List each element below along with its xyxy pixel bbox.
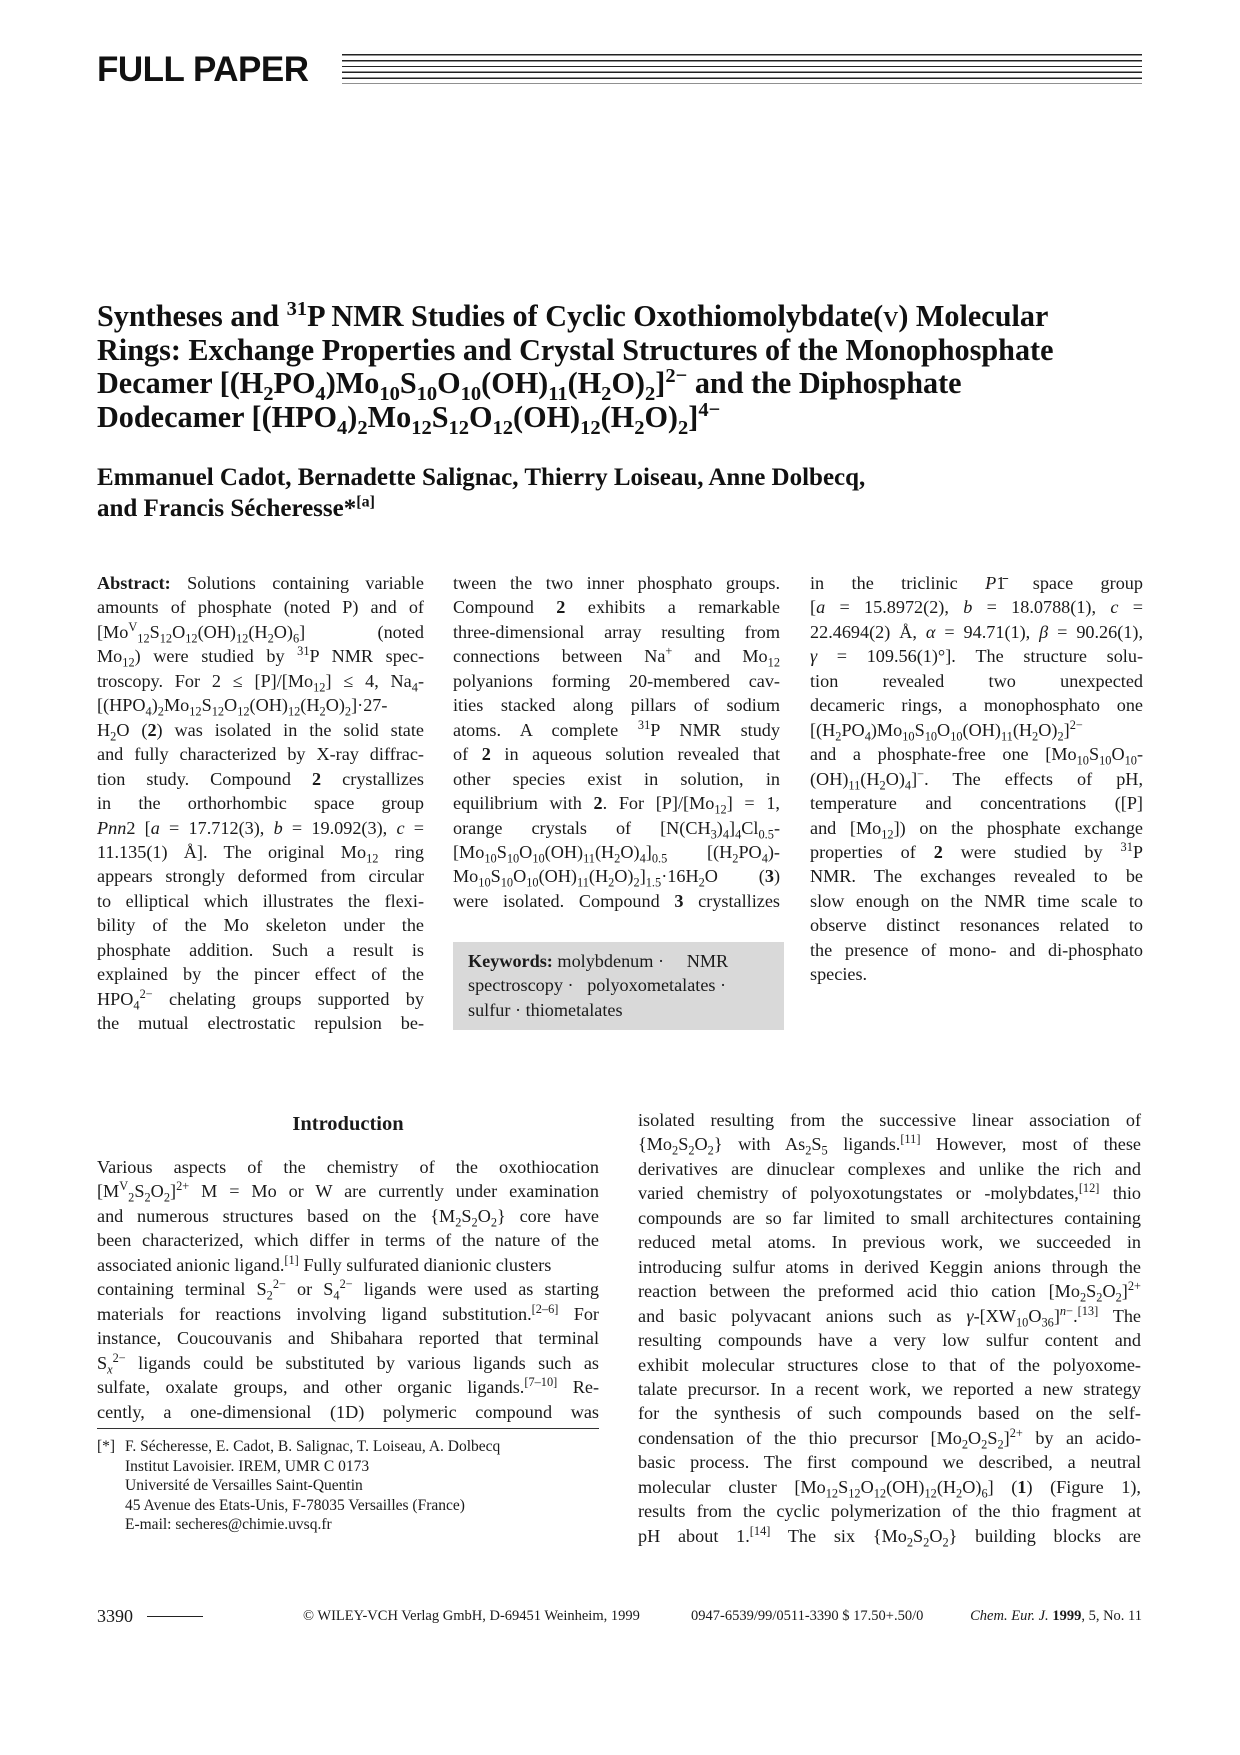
abstract-label: Abstract: bbox=[97, 573, 171, 593]
issn-code: 0947-6539/99/0511-3390 $ 17.50+.50/0 bbox=[691, 1608, 924, 1624]
journal-volume: , 5, No. 11 bbox=[1081, 1608, 1142, 1624]
keywords-label: Keywords: bbox=[468, 951, 553, 971]
introduction-heading: Introduction bbox=[292, 1113, 404, 1135]
journal-name: Chem. Eur. J. bbox=[970, 1608, 1049, 1624]
journal-citation bbox=[970, 1604, 1142, 1628]
footnote-email: E-mail: secheres@chimie.uvsq.fr bbox=[125, 1516, 332, 1534]
keyword: NMR spectroscopy bbox=[468, 951, 729, 996]
affiliation-mark: [a] bbox=[356, 493, 375, 511]
copyright-notice: © WILEY-VCH Verlag GmbH, D-69451 Weinheim, 1999 bbox=[303, 1608, 640, 1624]
footnote-line: F. Sécheresse, E. Cadot, B. Salignac, T. Loiseau, A. Dolbecq bbox=[125, 1438, 501, 1455]
author-list bbox=[97, 462, 997, 524]
authors-line-1: Emmanuel Cadot, Bernadette Salignac, Thierry Loiseau, Anne Dolbecq, bbox=[97, 464, 866, 491]
page-number-rule bbox=[147, 1616, 203, 1617]
section-label: FULL PAPER bbox=[97, 50, 317, 90]
section-header bbox=[97, 50, 1142, 90]
footnote-line: Institut Lavoisier. IREM, UMR C 0173 bbox=[125, 1457, 370, 1475]
footnote-divider bbox=[97, 1428, 599, 1429]
header-rules bbox=[342, 54, 1142, 84]
journal-year: 1999 bbox=[1052, 1608, 1082, 1624]
introduction-column-2: isolated resulting from the successive linear association of $\{Mo_2S_2O_2\}$ with $As_2S_5$ ligands.[11] However, most of these derivatives are dinuclear complexes and unlike the rich and varied chemistry of polyoxotungstates or -molybdates,[12] thio compounds are so far limited to small architectures containing reduced metal atoms. In previous work, we succeeded in introducing sulfur atoms in derived Keggin anions through the reaction between the preformed acid thio cation $[Mo_2S_2O_2]^{2+}$ and basic polyvacant anions such as $\gamma-[XW_{10}O_{36}]^{n-}.[13]$ The resulting compounds have a very low sulfur content and exhibit molecular structures close to that of the polyoxome- talate precursor. In a recent work, we reported a new strategy for the synthesis of such compounds based on the self- condensation of the thio precursor $[Mo_2O_2S_2]^{2+}$ by an acido- basic process. The first compound we described, a neutral molecular cluster $[Mo_{12}S_{12}O_{12}(OH)_{12}(H_2O)_6]$ (1) (Figure 1), results from the cyclic polymerization of the thio fragment at pH about 1.[14] The six $\{Mo_2S_2O_2\}$ building blocks are bbox=[638, 1110, 1142, 1550]
page-footer bbox=[97, 1604, 1142, 1628]
keyword: molybdenum bbox=[557, 951, 654, 971]
footnote-line: 45 Avenue des Etats-Unis, F-78035 Versailles (France) bbox=[125, 1496, 465, 1514]
footnote-line: Université de Versailles Saint-Quentin bbox=[125, 1477, 363, 1495]
footnote-mark: [*] bbox=[97, 1438, 116, 1455]
keyword: thiometalates bbox=[525, 999, 623, 1020]
article-title: Syntheses and $^{31}$P NMR Studies of Cyclic Oxothiomolybdate(v) Molecular Rings: Exchange Properties and Crystal Structures of the Monophosphate Decamer $[(H_2PO_4)Mo_{10}S_{10}O_{10}(OH)_{11}(H_2O)_2]^{2-}$ and the Diphosphate Dodecamer $[(HPO_4)_2Mo_{12}S_{12}O_{12}(OH)_{12}(H_2O)_2]^{4-}$ bbox=[97, 297, 1054, 439]
abstract-column-3: in the triclinic P1̄ space group [a = 15.8972(2), b = 18.0788(1), c = 22.4694(2) Å, α = 94.71(1), β = 90.26(1), γ = 109.56(1)°]. The structure solu- tion revealed two unexpected decameric rings, a monophosphato one $[(H_2PO_4)Mo_{10}S_{10}O_{10}(OH)_{11}(H_2O)_2]^{2-}$ and a phosphate-free one [$Mo_{10}S_{10}O_{10}-$ $(OH)_{11}(H_2O)_4]^-$. The effects of pH, temperature and concentrations ([P] and $[Mo_{12}]$) on the phosphate exchange properties of 2 were studied by $^{31}$P NMR. The exchanges revealed to be slow enough on the NMR time scale to observe distinct resonances related to the presence of mono- and di-phosphato species. bbox=[810, 573, 1143, 985]
page-number: 3390 bbox=[97, 1606, 133, 1626]
abstract-column-2: tween the two inner phosphato groups. Compound 2 exhibits a remarkable three-dimensional array resulting from connections between Na+ and $Mo_{12}$ polyanions forming 20-membered cav- ities stacked along pillars of sodium atoms. A complete $^{31}$P NMR study of 2 in aqueous solution revealed that other species exist in solution, in equilibrium with 2. For $[P]/[Mo_{12}] = 1$, orange crystals of $[N(CH_3)_4]_4Cl_{0.5}-$ $[Mo_{10}S_{10}O_{10}(OH)_{11}(H_2O)_4]_{0.5}$ [$(H_2PO_4)-$ $Mo_{10}S_{10}O_{10}(OH)_{11}(H_2O)_2]_{1.5}\cdot 16H_2O$ (3) were isolated. Compound 3 crystallizes bbox=[453, 573, 781, 911]
authors-line-2: and Francis Sécheresse* bbox=[97, 495, 357, 522]
affiliation-footnote bbox=[97, 1437, 607, 1535]
keyword: polyoxometalates bbox=[587, 975, 716, 996]
keywords-box: Keywords: molybdenum · NMR spectroscopy · polyoxometalates · sulfur · thiometalates bbox=[453, 942, 784, 1030]
abstract-column-1: Abstract: Solutions containing variable amounts of phosphate (noted P) and of $[Mo^V_{12}S_{12}O_{12}(OH)_{12}(H_2O)_6]$ (noted $Mo_{12}$) were studied by $^{31}$P NMR spec- troscopy. For $2 \le [P]/[Mo_{12}] \le 4$, $Na_4-$ $[(HPO_4)_2Mo_{12}S_{12}O_{12}(OH)_{12}(H_2O)_2]\cdot 27-$ $H_2O$ (2) was isolated in the solid state and fully characterized by X-ray diffrac- tion study. Compound 2 crystallizes in the orthorhombic space group Pnn2 [a = 17.712(3), b = 19.092(3), c = 11.135(1) Å]. The original $Mo_{12}$ ring appears strongly deformed from circular to elliptical which illustrates the flexi- bility of the Mo skeleton under the phosphate addition. Such a result is explained by the pincer effect of the $HPO_4^{2-}$ chelating groups supported by the mutual electrostatic repulsion be- bbox=[97, 573, 425, 1034]
keyword: sulfur bbox=[468, 999, 511, 1020]
introduction-column-1: Various aspects of the chemistry of the oxothiocation $[M^V_2S_2O_2]^{2+}$ M = Mo or W are currently under examination and numerous structures based on the $\{M_2S_2O_2\}$ core have been characterized, which differ in terms of the nature of the associated anionic ligand.[1] Fully sulfurated dianionic clusters containing terminal $S_2^{2-}$ or $S_4^{2-}$ ligands were used as starting materials for reactions involving ligand substitution.[2–6] For instance, Coucouvanis and Shibahara reported that terminal $S_x^{2-}$ ligands could be substituted by various ligands such as sulfate, oxalate groups, and other organic ligands.[7–10] Re- cently, a one-dimensional (1D) polymeric compound was bbox=[97, 1157, 600, 1422]
